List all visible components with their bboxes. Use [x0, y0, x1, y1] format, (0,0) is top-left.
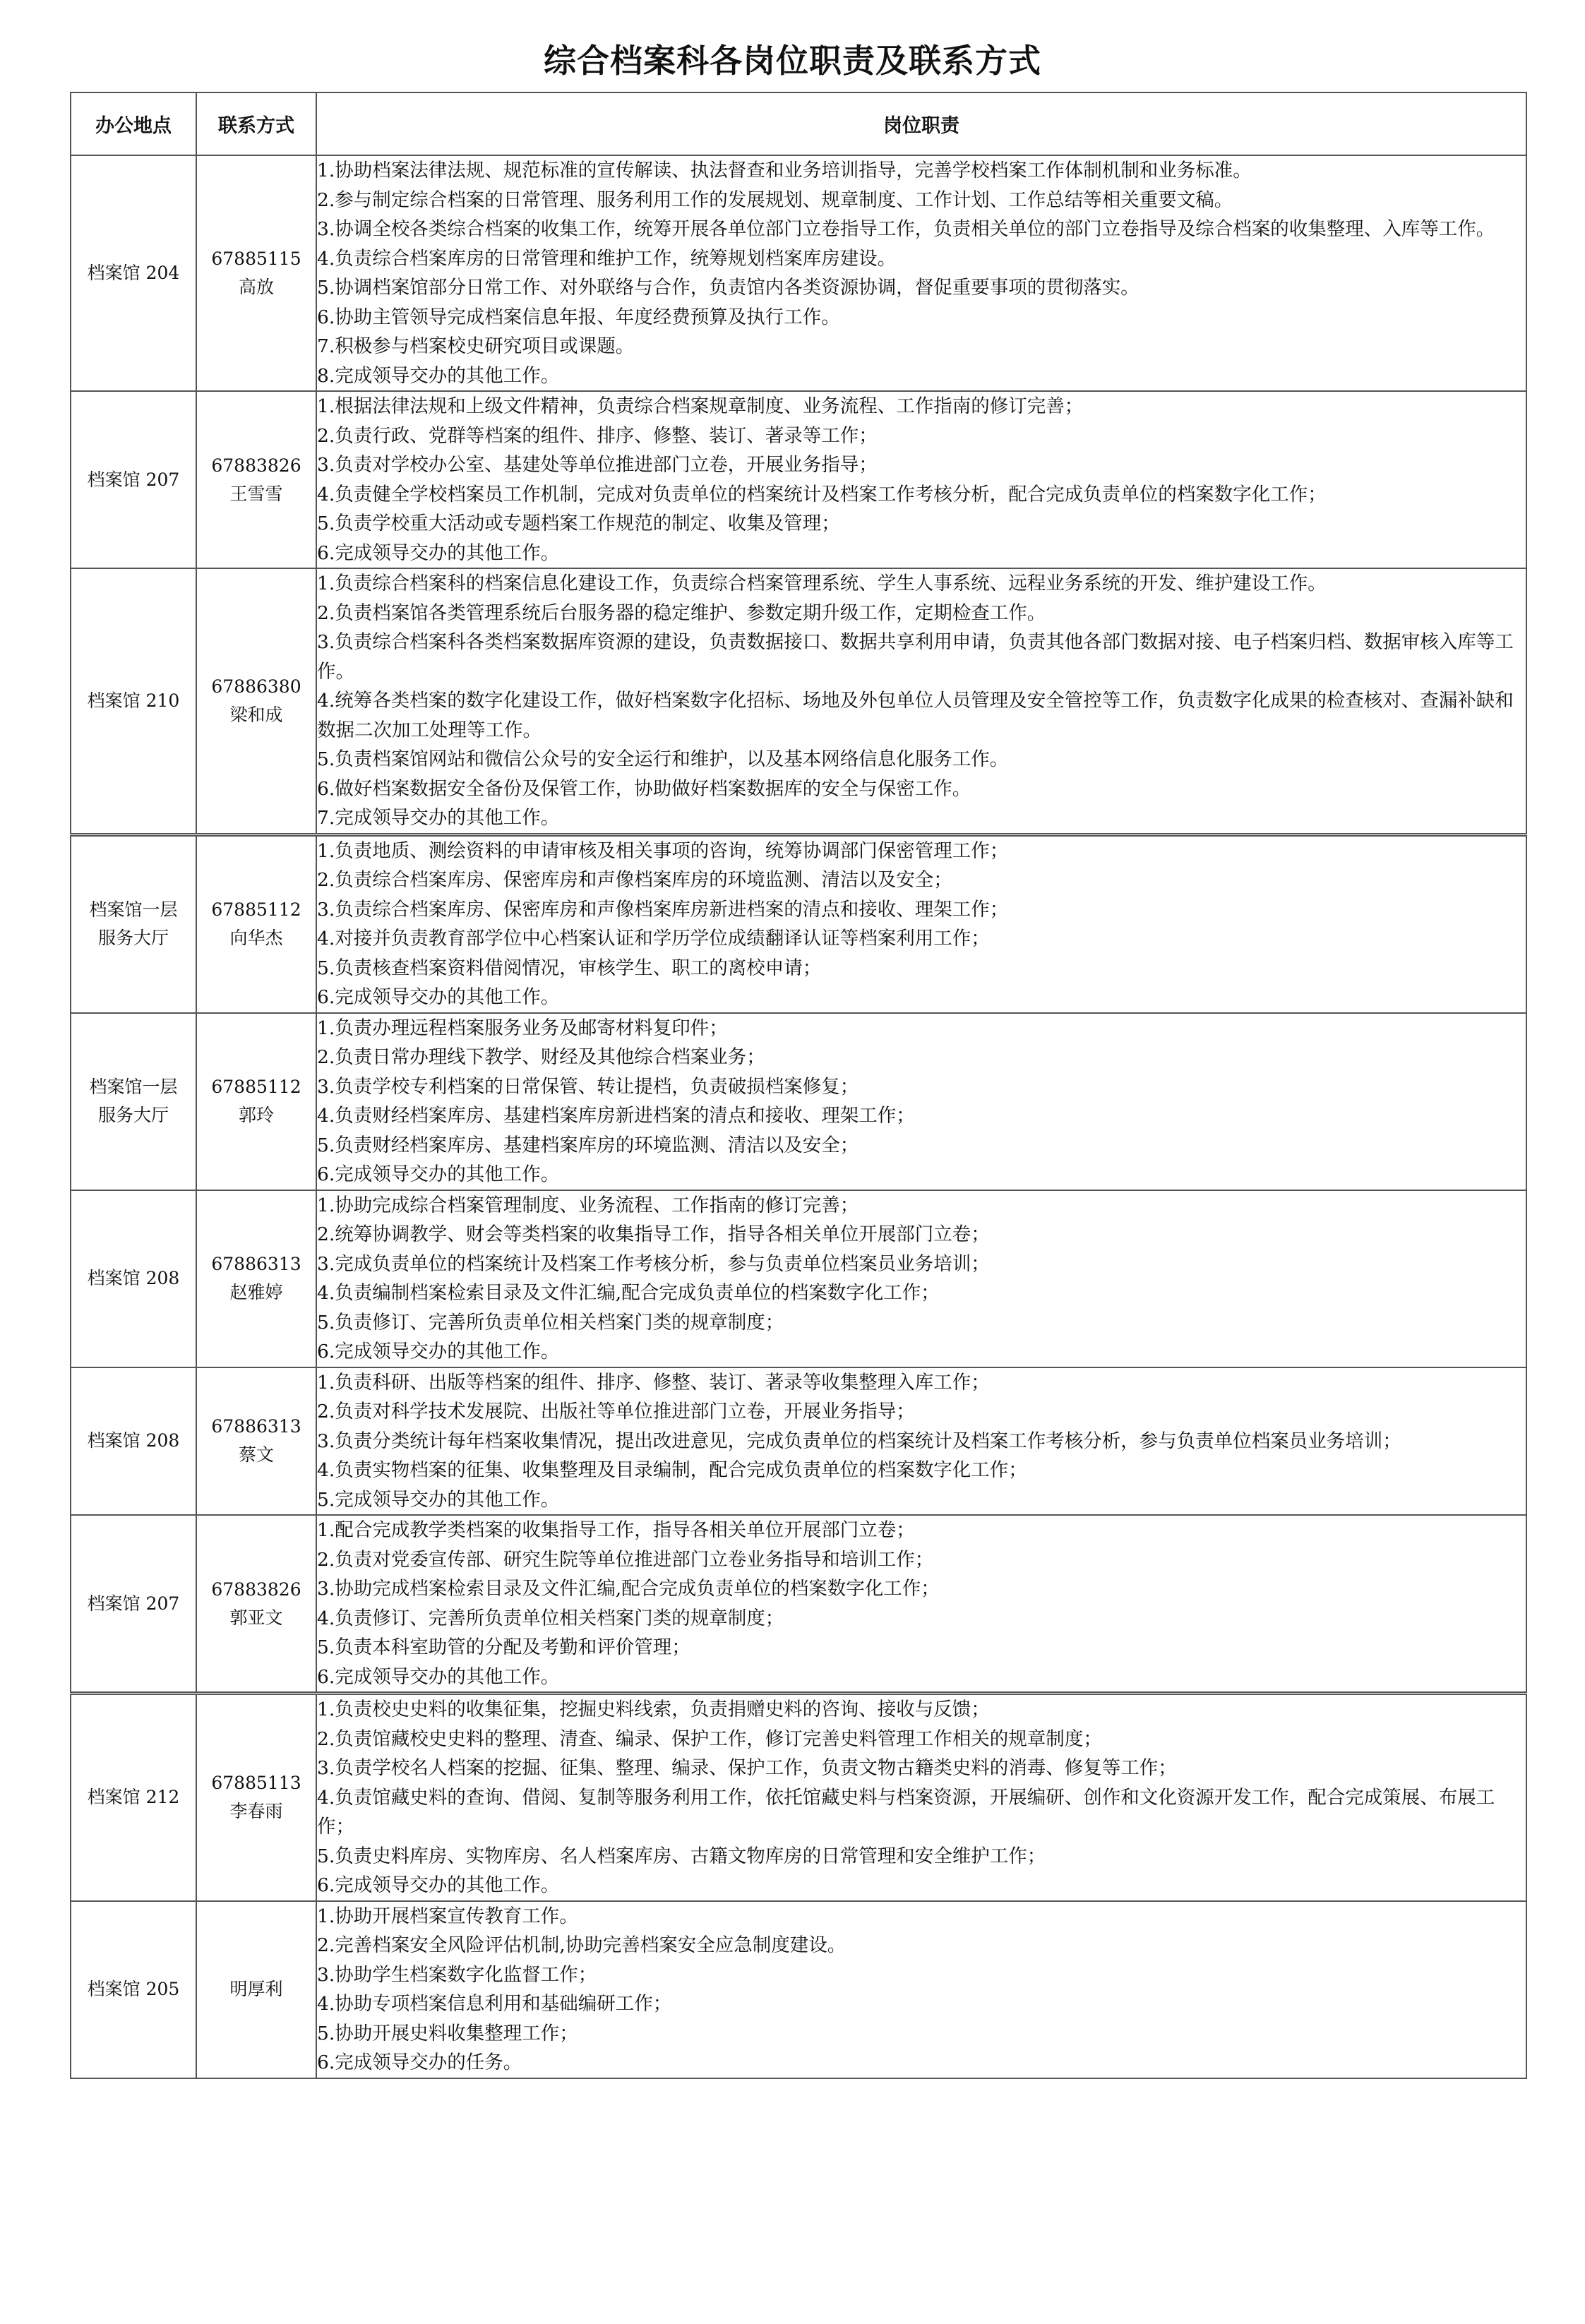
duties-list [317, 1191, 1526, 1367]
duty-item: 6.完成领导交办的其他工作。 [317, 541, 560, 564]
office-location: 服务大厅 [97, 928, 169, 948]
duty-item: 4.统筹各类档案的数字化建设工作，做好档案数字化招标、场地及外包单位人员管理及安全管控等工作，负责数字化成果的检查核对、查漏补缺和数据二次加工处理等工作。 [317, 690, 1514, 741]
duty-item: 4.负责馆藏史料的查询、借阅、复制等服务利用工作，依托馆藏史料与档案资源，开展编研、创作和文化资源开发工作，配合完成策展、布展工作； [317, 1786, 1495, 1838]
duty-item: 2.负责综合档案库房、保密库房和声像档案库房的环境监测、清洁以及安全； [317, 869, 952, 891]
office-location: 档案馆 208 [87, 1430, 180, 1451]
duty-item: 1.负责综合档案科的档案信息化建设工作，负责综合档案管理系统、学生人事系统、远程业务系统的开发、维护建设工作。 [317, 573, 1327, 594]
duty-item: 4.负责综合档案库房的日常管理和维护工作，统筹规划档案库房建设。 [317, 247, 897, 270]
duty-item: 3.完成负责单位的档案统计及档案工作考核分析，参与负责单位档案员业务培训； [317, 1252, 990, 1275]
duties-list [317, 1014, 1526, 1190]
duties-list [317, 156, 1526, 390]
duty-item: 1.根据法律法规和上级文件精神，负责综合档案规章制度、业务流程、工作指南的修订完善； [317, 395, 1084, 417]
office-location-cell [71, 568, 196, 834]
duty-item: 5.负责核查档案资料借阅情况，审核学生、职工的离校申请； [317, 957, 822, 979]
table-row [71, 834, 1526, 1013]
office-location-cell [71, 1901, 196, 2078]
duty-item: 1.配合完成教学类档案的收集指导工作，指导各相关单位开展部门立卷； [317, 1519, 915, 1541]
duty-item: 1.负责校史史料的收集征集，挖掘史料线索，负责捐赠史料的咨询、接收与反馈； [317, 1699, 990, 1720]
duty-item: 4.对接并负责教育部学位中心档案认证和学历学位成绩翻译认证等档案利用工作； [317, 928, 990, 950]
table-row [71, 1190, 1526, 1367]
duties-list [317, 837, 1526, 1012]
duties-cell [316, 568, 1526, 834]
duty-item: 1.协助完成综合档案管理制度、业务流程、工作指南的修订完善； [317, 1194, 859, 1216]
duty-item: 5.完成领导交办的其他工作。 [317, 1488, 560, 1511]
table-row [71, 391, 1526, 568]
duty-item: 4.负责编制档案检索目录及文件汇编,配合完成负责单位的档案数字化工作； [317, 1282, 940, 1304]
duty-item: 2.负责对党委宣传部、研究生院等单位推进部门立卷业务指导和培训工作； [317, 1548, 934, 1571]
contact-name: 明厚利 [229, 1979, 283, 1999]
duty-item: 4.负责健全学校档案员工作机制，完成对负责单位的档案统计及档案工作考核分析，配合完成负责单位的档案数字化工作； [317, 483, 1327, 505]
contact-name: 郭玲 [238, 1105, 274, 1125]
table-row [71, 1367, 1526, 1516]
contact-name: 梁和成 [229, 704, 283, 725]
office-location: 档案馆一层 [89, 899, 178, 920]
duties-cell [316, 1013, 1526, 1190]
duty-item: 6.完成领导交办的其他工作。 [317, 1665, 560, 1688]
duties-cell [316, 155, 1526, 391]
duties-cell [316, 391, 1526, 568]
office-location: 档案馆 212 [87, 1787, 180, 1808]
phone-number: 67886313 [211, 1254, 301, 1274]
duty-item: 3.负责学校名人档案的挖掘、征集、整理、编录、保护工作，负责文物古籍类史料的消毒、修复等工作； [317, 1757, 1177, 1779]
office-location: 档案馆 207 [87, 1593, 180, 1614]
duty-item: 3.协调全校各类综合档案的收集工作，统筹开展各单位部门立卷指导工作，负责相关单位的部门立卷指导及综合档案的收集整理、入库等工作。 [317, 218, 1495, 240]
duty-item: 2.统筹协调教学、财会等类档案的收集指导工作，指导各相关单位开展部门立卷； [317, 1223, 990, 1245]
office-location-cell [71, 1190, 196, 1367]
contact-cell [196, 1013, 316, 1190]
office-location: 档案馆 207 [87, 469, 180, 490]
table-row [71, 155, 1526, 391]
duties-cell [316, 1901, 1526, 2078]
document-title: 综合档案科各岗位职责及联系方式 [544, 42, 1041, 80]
phone-number: 67886313 [211, 1416, 301, 1437]
duties-list [317, 569, 1526, 833]
contact-cell [196, 834, 316, 1013]
duty-item: 4.负责实物档案的征集、收集整理及目录编制，配合完成负责单位的档案数字化工作； [317, 1459, 1027, 1481]
office-location: 档案馆 204 [87, 263, 180, 283]
duties-cell [316, 1367, 1526, 1516]
office-location-cell [71, 1013, 196, 1190]
office-location-cell [71, 391, 196, 568]
phone-number: 67885112 [211, 899, 301, 920]
contact-name: 郭亚文 [229, 1607, 283, 1628]
duty-item: 2.负责对科学技术发展院、出版社等单位推进部门立卷，开展业务指导； [317, 1401, 915, 1422]
duty-item: 8.完成领导交办的其他工作。 [317, 364, 560, 387]
table-row [71, 1901, 1526, 2078]
duty-item: 6.完成领导交办的其他工作。 [317, 986, 560, 1008]
office-location: 档案馆 210 [87, 690, 180, 711]
contact-cell [196, 1901, 316, 2078]
office-location: 档案馆 205 [87, 1979, 180, 1999]
header-row [71, 92, 1526, 155]
duties-list [317, 1695, 1526, 1900]
duty-item: 1.负责办理远程档案服务业务及邮寄材料复印件； [317, 1017, 728, 1039]
duties-list [317, 1516, 1526, 1691]
contact-cell [196, 391, 316, 568]
duties-list [317, 1368, 1526, 1515]
office-location-cell [71, 155, 196, 391]
duty-item: 2.负责行政、党群等档案的组件、排序、修整、装订、著录等工作； [317, 424, 878, 447]
contact-name: 赵雅婷 [229, 1282, 283, 1302]
phone-number: 67885115 [211, 248, 301, 269]
duty-item: 5.负责财经档案库房、基建档案库房的环境监测、清洁以及安全； [317, 1134, 859, 1156]
duty-item: 2.负责档案馆各类管理系统后台服务器的稳定维护、参数定期升级工作，定期检查工作。 [317, 601, 1046, 624]
duty-item: 2.参与制定综合档案的日常管理、服务利用工作的发展规划、规章制度、工作计划、工作总结等相关重要文稿。 [317, 188, 1233, 211]
duty-item: 3.协助完成档案检索目录及文件汇编,配合完成负责单位的档案数字化工作； [317, 1578, 940, 1600]
office-location: 服务大厅 [97, 1105, 169, 1125]
contact-cell [196, 1190, 316, 1367]
duties-list [317, 392, 1526, 568]
table-row [71, 1013, 1526, 1190]
duty-item: 6.完成领导交办的其他工作。 [317, 1163, 560, 1185]
duties-cell [316, 1190, 1526, 1367]
office-location-cell [71, 1367, 196, 1516]
contact-cell [196, 1694, 316, 1901]
contact-name: 王雪雪 [229, 483, 283, 504]
contact-cell [196, 1515, 316, 1694]
office-location: 档案馆一层 [89, 1077, 178, 1097]
header-contact: 联系方式 [196, 92, 316, 155]
duty-item: 4.协助专项档案信息利用和基础编研工作； [317, 1993, 672, 2015]
table-row [71, 568, 1526, 834]
duty-item: 6.完成领导交办的其他工作。 [317, 1341, 560, 1362]
phone-number: 67883826 [211, 455, 301, 476]
duty-item: 7.完成领导交办的其他工作。 [317, 807, 560, 829]
duties-cell [316, 1694, 1526, 1901]
contact-name: 蔡文 [238, 1444, 274, 1466]
duty-item: 3.协助学生档案数字化监督工作； [317, 1963, 597, 1986]
table-row [71, 1694, 1526, 1901]
duty-item: 5.负责史料库房、实物库房、名人档案库房、古籍文物库房的日常管理和安全维护工作； [317, 1845, 1046, 1867]
contact-name: 向华杰 [229, 928, 283, 948]
duties-list [317, 1902, 1526, 2078]
duty-item: 3.负责综合档案库房、保密库房和声像档案库房新进档案的清点和接收、理架工作； [317, 898, 1009, 921]
duty-item: 4.负责财经档案库房、基建档案库房新进档案的清点和接收、理架工作； [317, 1105, 915, 1127]
duty-item: 5.协调档案馆部分日常工作、对外联络与合作，负责馆内各类资源协调，督促重要事项的贯彻落实。 [317, 277, 1140, 299]
table-row [71, 1515, 1526, 1694]
contact-cell [196, 1367, 316, 1516]
header-duties: 岗位职责 [316, 92, 1526, 155]
duty-item: 6.完成领导交办的其他工作。 [317, 1874, 560, 1896]
contact-cell [196, 568, 316, 834]
duty-item: 5.负责档案馆网站和微信公众号的安全运行和维护，以及基本网络信息化服务工作。 [317, 748, 1009, 770]
duty-item: 5.协助开展史料收集整理工作； [317, 2022, 578, 2044]
office-location-cell [71, 834, 196, 1013]
phone-number: 67883826 [211, 1579, 301, 1600]
duty-item: 2.负责馆藏校史史料的整理、清查、编录、保护工作，修订完善史料管理工作相关的规章制度； [317, 1727, 1102, 1750]
contact-name: 李春雨 [229, 1801, 283, 1822]
duty-item: 5.负责学校重大活动或专题档案工作规范的制定、收集及管理； [317, 513, 840, 534]
duty-item: 3.负责学校专利档案的日常保管、转让提档，负责破损档案修复； [317, 1075, 859, 1098]
duty-item: 3.负责综合档案科各类档案数据库资源的建设，负责数据接口、数据共享利用申请，负责其他各部门数据对接、电子档案归档、数据审核入库等工作。 [317, 631, 1514, 683]
duty-item: 2.负责日常办理线下教学、财经及其他综合档案业务； [317, 1046, 765, 1068]
header-location: 办公地点 [71, 92, 196, 155]
duty-item: 1.协助开展档案宣传教育工作。 [317, 1905, 578, 1927]
office-location: 档案馆 208 [87, 1268, 180, 1288]
phone-number: 67885113 [211, 1773, 301, 1794]
office-location-cell [71, 1694, 196, 1901]
duty-item: 5.负责本科室助管的分配及考勤和评价管理； [317, 1636, 690, 1658]
duty-item: 6.完成领导交办的任务。 [317, 2052, 522, 2073]
contact-name: 高放 [238, 277, 274, 297]
duty-item: 5.负责修订、完善所负责单位相关档案门类的规章制度； [317, 1311, 784, 1334]
duty-item: 1.负责地质、测绘资料的申请审核及相关事项的咨询，统筹协调部门保密管理工作； [317, 839, 1009, 862]
duty-item: 3.负责对学校办公室、基建处等单位推进部门立卷，开展业务指导； [317, 454, 878, 476]
duty-item: 3.负责分类统计每年档案收集情况，提出改进意见，完成负责单位的档案统计及档案工作考核分析，参与负责单位档案员业务培训； [317, 1430, 1401, 1452]
duty-item: 7.积极参与档案校史研究项目或课题。 [317, 335, 635, 357]
duties-cell [316, 834, 1526, 1013]
duty-table [70, 92, 1527, 2079]
phone-number: 67886380 [211, 676, 301, 697]
phone-number: 67885112 [211, 1077, 301, 1097]
duty-item: 6.协助主管领导完成档案信息年报、年度经费预算及执行工作。 [317, 306, 840, 328]
contact-cell [196, 155, 316, 391]
duty-item: 2.完善档案安全风险评估机制,协助完善档案安全应急制度建设。 [317, 1934, 847, 1956]
duty-item: 4.负责修订、完善所负责单位相关档案门类的规章制度； [317, 1607, 784, 1629]
duty-item: 1.协助档案法律法规、规范标准的宣传解读、执法督查和业务培训指导，完善学校档案工作体制机制和业务标准。 [317, 160, 1252, 181]
office-location-cell [71, 1515, 196, 1694]
duty-item: 6.做好档案数据安全备份及保管工作，协助做好档案数据库的安全与保密工作。 [317, 777, 971, 800]
duties-cell [316, 1515, 1526, 1694]
duty-item: 1.负责科研、出版等档案的组件、排序、修整、装订、著录等收集整理入库工作； [317, 1371, 990, 1394]
